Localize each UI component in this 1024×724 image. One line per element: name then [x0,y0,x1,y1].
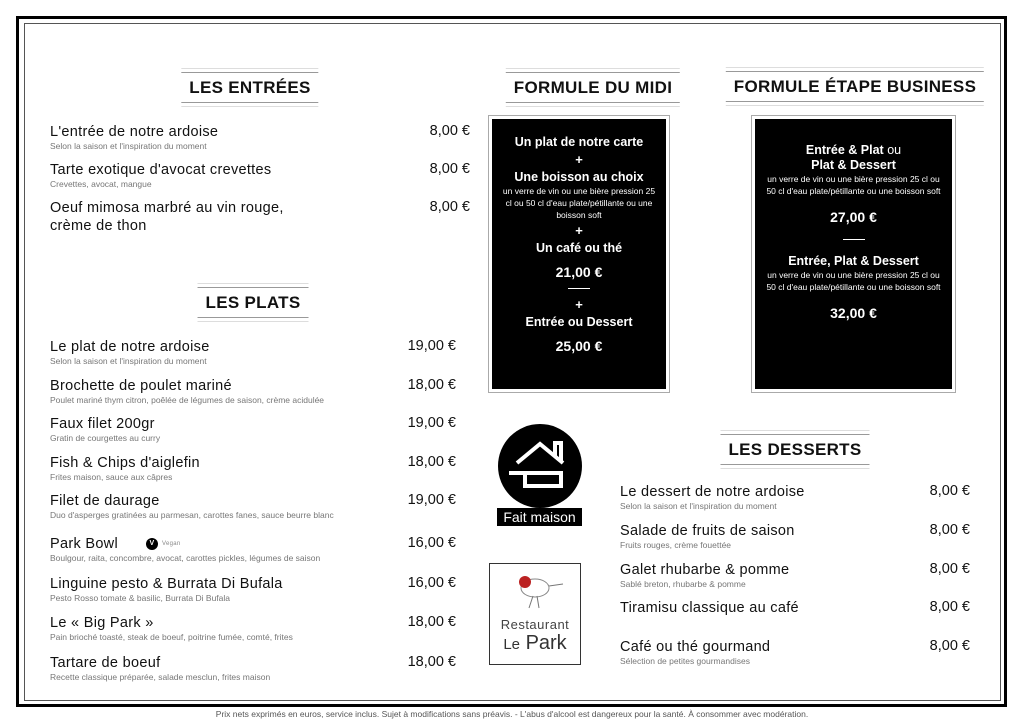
menu-item: L'entrée de notre ardoise Selon la saison et l'inspiration du moment 8,00 € [50,123,470,151]
item-description: Sélection de petites gourmandises [620,656,750,666]
formule-midi-box: Un plat de notre carte + Une boisson au choix un verre de vin ou une bière pression 25 cl ou 50 cl d'eau plate/pétillante ou une boisson soft + Un café ou thé 21,00 € + Entrée ou Dessert 25,00 € [488,115,670,393]
fait-maison-logo: Fait maison [497,423,583,527]
plats-heading: LES PLATS [198,287,309,318]
item-description: Poulet mariné thym citron, poêlée de légumes de saison, crème acidulée [50,395,325,405]
item-name: Le « Big Park » [50,615,154,631]
item-description: Selon la saison et l'inspiration du moment [620,501,777,511]
item-price: 8,00 € [929,483,970,499]
item-name: Tartare de boeuf [50,655,161,671]
item-price: 19,00 € [407,338,456,354]
item-description: Fruits rouges, crème fouettée [620,540,732,550]
item-description: Frites maison, sauce aux câpres [50,472,173,482]
item-description: Sablé breton, rhubarbe & pomme [620,579,746,589]
item-name: Salade de fruits de saison [620,523,795,539]
item-description: Pesto Rosso tomate & basilic, Burrata Di Bufala [50,593,230,603]
item-description: Selon la saison et l'inspiration du moment [50,356,207,366]
item-name: Tiramisu classique au café [620,600,799,616]
menu-item [620,599,970,617]
menu-item [50,338,456,367]
item-price: 8,00 € [929,522,970,538]
menu-item [620,522,970,551]
item-price: 18,00 € [407,377,456,393]
item-name: Café ou thé gourmand [620,639,771,655]
robin-icon [505,568,565,612]
formule-business-heading: FORMULE ÉTAPE BUSINESS [726,71,984,102]
item-name: Brochette de poulet mariné [50,378,232,394]
item-name: Galet rhubarbe & pomme [620,562,790,578]
house-icon [497,423,583,511]
item-price: 8,00 € [929,599,970,615]
menu-item: Oeuf mimosa marbré au vin rouge, crème de thon 8,00 € [50,199,470,234]
menu-item [50,492,456,521]
desserts-heading: LES DESSERTS [720,434,869,465]
item-price: 19,00 € [407,492,456,508]
item-name: Fish & Chips d'aiglefin [50,455,200,471]
item-name: Linguine pesto & Burrata Di Bufala [50,576,283,592]
item-price: 8,00 € [929,638,970,654]
item-price: 16,00 € [407,535,456,551]
item-description: Boulgour, raita, concombre, avocat, carottes pickles, légumes de saison [50,553,321,564]
restaurant-logo: Restaurant Le Park [489,563,581,665]
item-price: 19,00 € [407,415,456,431]
menu-item [50,415,456,444]
item-price: 8,00 € [929,561,970,577]
item-name: Park Bowl V Vegan [50,536,181,552]
menu-item [620,561,970,590]
menu-item [50,535,456,564]
item-name: Filet de daurage [50,493,160,509]
item-name: Le dessert de notre ardoise [620,484,805,500]
menu-item [50,654,456,683]
menu-item [50,575,456,604]
item-name: Le plat de notre ardoise [50,339,210,355]
item-name: Faux filet 200gr [50,416,155,432]
menu-item [50,454,456,483]
item-price: 18,00 € [407,614,456,630]
item-description: Duo d'asperges gratinées au parmesan, carottes fanes, sauce beurre blanc [50,510,334,520]
item-price: 18,00 € [407,454,456,470]
vegan-badge: V Vegan [146,535,181,553]
vegan-icon: V [146,538,158,550]
item-description: Recette classique préparée, salade mesclun, frites maison [50,672,271,682]
menu-item [50,377,456,406]
item-price: 16,00 € [407,575,456,591]
legal-footer: Prix nets exprimés en euros, service inclus. Sujet à modifications sans préavis. - L'abus d'alcool est dangereux pour la santé. À consommer avec modération. [215,709,809,719]
formule-midi-heading: FORMULE DU MIDI [506,72,680,103]
item-price: 18,00 € [407,654,456,670]
menu-item: Tarte exotique d'avocat crevettes Crevettes, avocat, mangue 8,00 € [50,161,470,189]
menu-item [50,614,456,643]
entrees-heading: LES ENTRÉES [181,72,318,103]
item-description: Pain brioché toasté, steak de boeuf, poitrine fumée, comté, frites [50,632,293,642]
item-description: Gratin de courgettes au curry [50,433,161,443]
menu-item [620,638,970,667]
menu-item [620,483,970,512]
formule-business-box: Entrée & Plat ou Plat & Dessert un verre de vin ou une bière pression 25 cl ou 50 cl d'eau plate/pétillante ou une boisson soft 27,00 € Entrée, Plat & Dessert un verre de vin ou une bière pression 25 cl ou 50 cl d'eau plate/pétillante ou une boisson soft 32,00 € [751,115,956,393]
